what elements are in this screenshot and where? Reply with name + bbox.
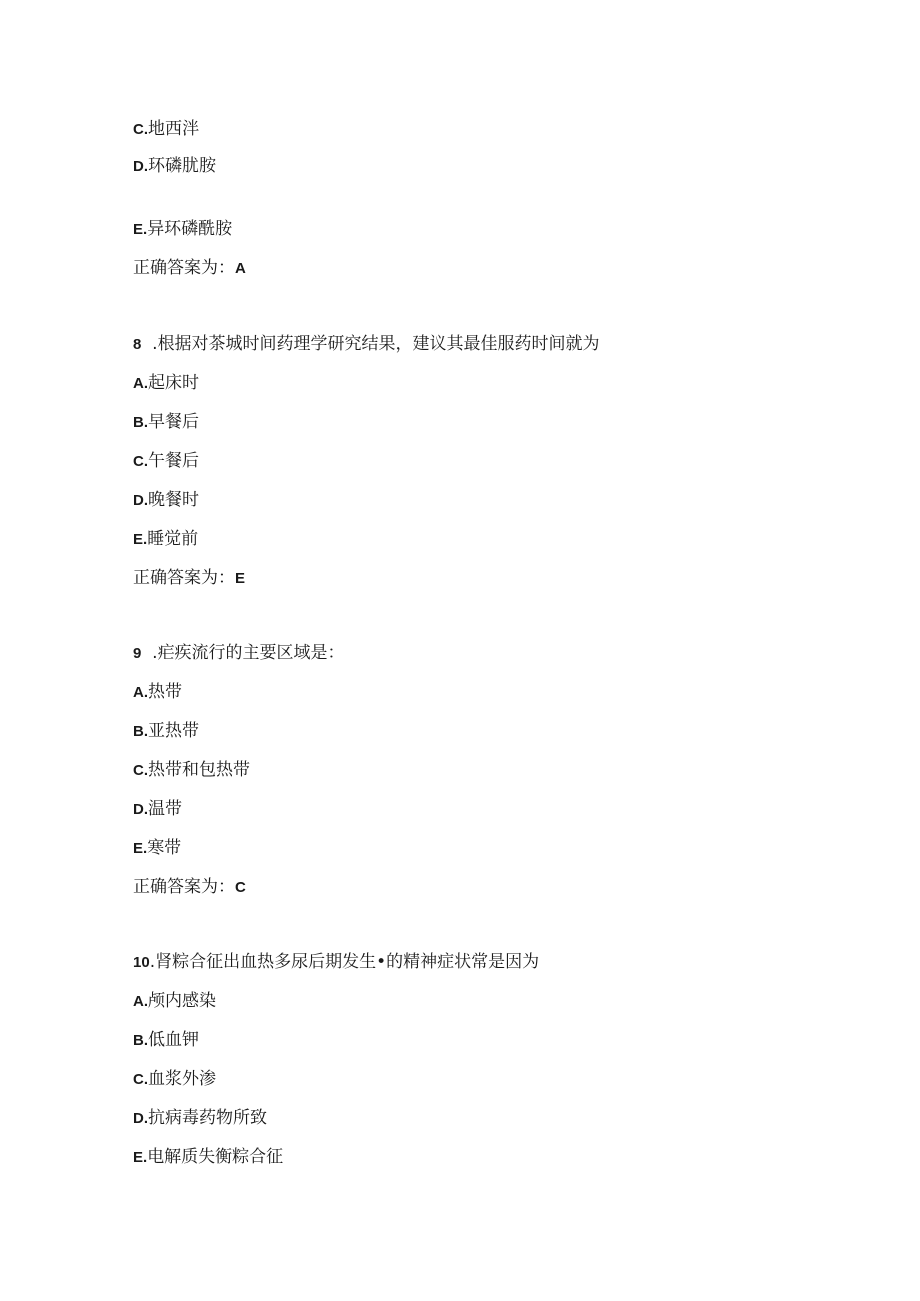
option-text: 血浆外渗: [148, 1069, 216, 1089]
option-text: 颅内感染: [148, 991, 216, 1011]
option-e: [133, 1146, 283, 1169]
option-text: 异环磷酰胺: [147, 219, 233, 239]
option-c: [133, 1068, 216, 1091]
option-letter: A.: [133, 993, 148, 1010]
option-letter: C.: [133, 1071, 148, 1088]
option-e: [133, 218, 232, 241]
question-text: 根据对茶城时间药理学研究结果，建议其最佳服药时间就为: [157, 334, 600, 354]
question-text: 疟疾流行的主要区域是：: [157, 643, 345, 663]
question-title: [133, 642, 345, 665]
option-b: [133, 411, 199, 434]
option-e: [133, 837, 181, 860]
question-title: [133, 333, 600, 356]
option-letter: B.: [133, 1032, 148, 1049]
option-text: 热带: [148, 682, 182, 702]
option-letter: E.: [133, 531, 148, 548]
question-separator: .: [141, 643, 158, 663]
option-d: [133, 1107, 267, 1130]
option-letter: D.: [133, 492, 148, 509]
option-text: 睡觉前: [147, 529, 199, 549]
option-a: [133, 372, 199, 395]
option-letter: B.: [133, 723, 148, 740]
option-letter: E.: [133, 840, 148, 857]
option-letter: A.: [133, 375, 148, 392]
option-b: [133, 1029, 199, 1052]
option-a: [133, 990, 216, 1013]
answer-line: [133, 567, 245, 590]
question-number: 8: [133, 336, 142, 353]
answer-label: 正确答案为：: [133, 568, 235, 588]
option-letter: C.: [133, 121, 148, 138]
option-text: 地西泮: [148, 119, 199, 139]
answer-line: [133, 257, 246, 280]
answer-label: 正确答案为：: [133, 258, 235, 278]
option-text: 寒带: [147, 838, 182, 858]
answer-line: [133, 876, 246, 899]
option-text: 电解质失衡粽合征: [147, 1147, 284, 1167]
option-text: 温带: [148, 799, 182, 819]
option-text: 低血钾: [148, 1030, 199, 1050]
question-number: 9: [133, 645, 142, 662]
option-letter: D.: [133, 801, 148, 818]
option-letter: A.: [133, 684, 148, 701]
option-text: 起床时: [148, 373, 199, 393]
option-c: [133, 450, 199, 473]
option-letter: C.: [133, 762, 148, 779]
option-d: [133, 489, 199, 512]
question-separator: .: [149, 952, 156, 972]
option-letter: D.: [133, 1110, 148, 1127]
option-e: [133, 528, 198, 551]
option-a: [133, 681, 182, 704]
question-title: [133, 951, 539, 974]
option-text: 晚餐时: [148, 490, 199, 510]
option-text: 午餐后: [148, 451, 199, 471]
question-text: 肾粽合征出血热多尿后期发生•的精神症状常是因为: [155, 952, 540, 972]
option-text: 环磷肬胺: [148, 156, 216, 176]
answer-value: C: [235, 879, 246, 896]
option-b: [133, 720, 199, 743]
option-d: [133, 798, 182, 821]
option-c: [133, 118, 199, 141]
option-text: 早餐后: [148, 412, 199, 432]
answer-value: A: [235, 260, 246, 277]
option-letter: B.: [133, 414, 148, 431]
option-letter: E.: [133, 221, 148, 238]
question-separator: .: [141, 334, 158, 354]
answer-label: 正确答案为：: [133, 877, 235, 897]
option-letter: C.: [133, 453, 148, 470]
option-letter: E.: [133, 1149, 148, 1166]
option-text: 热带和包热带: [148, 760, 250, 780]
option-text: 抗病毒药物所致: [148, 1108, 267, 1128]
answer-value: E: [235, 570, 246, 587]
option-letter: D.: [133, 158, 148, 175]
option-d: [133, 155, 216, 178]
option-text: 亚热带: [148, 721, 199, 741]
question-number: 10: [133, 954, 150, 971]
option-c: [133, 759, 250, 782]
